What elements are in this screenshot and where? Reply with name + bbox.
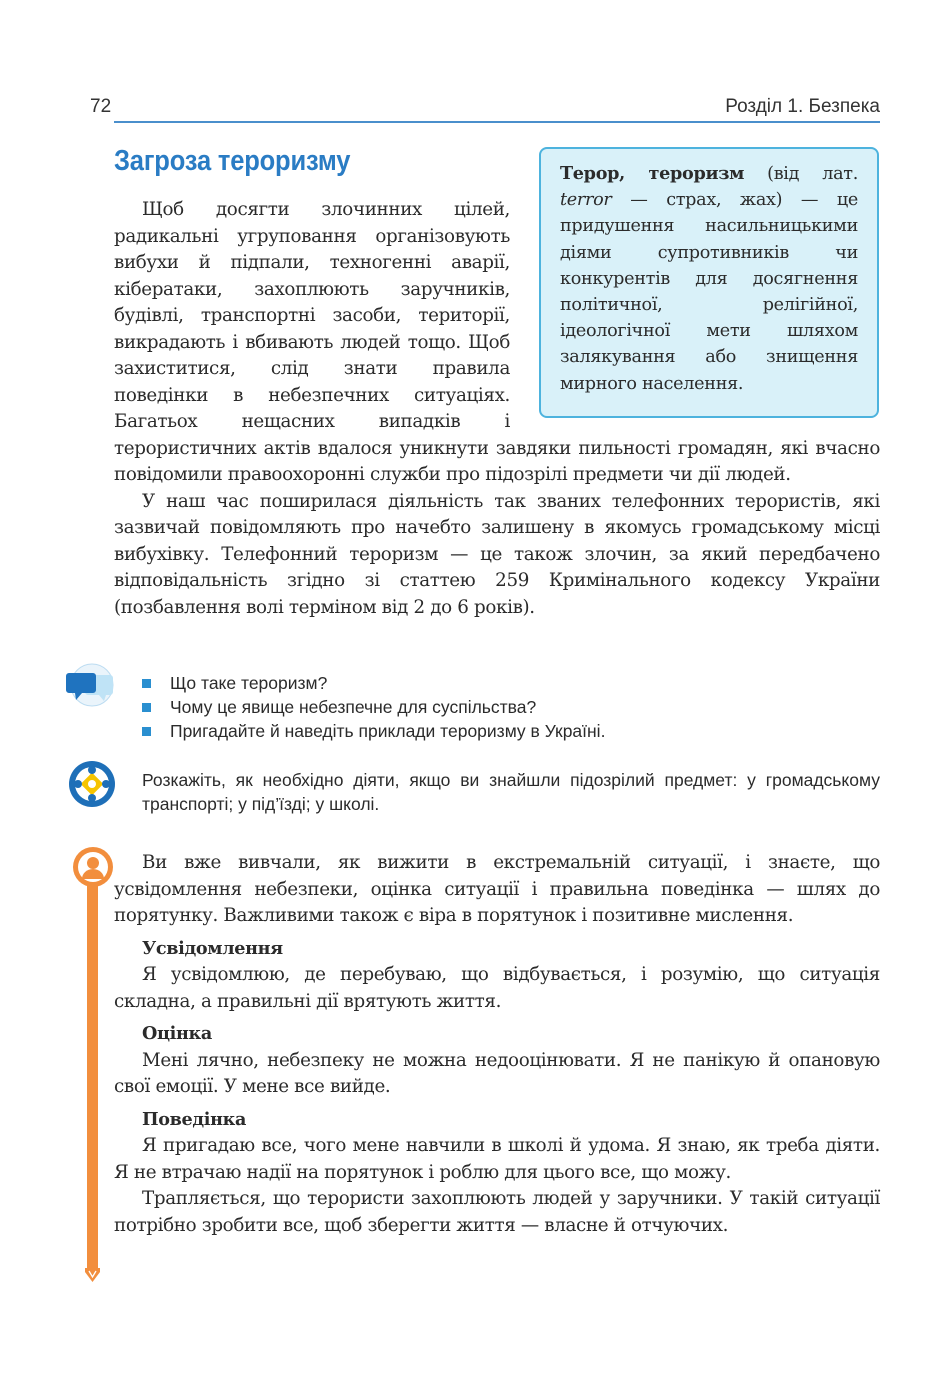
assessment-text: Мені лячно, небезпеку не можна недооцінювати. Я не панікую й опановую свої емоції. У мене все вийде.: [114, 1049, 880, 1097]
definition-term: Терор, тероризм: [560, 163, 745, 184]
definition-latin: terror: [560, 190, 612, 211]
behavior-text: Я пригадаю все, чого мене навчили в школі й удома. Я знаю, як треба діяти. Я не втрачаю надії на порятунок і роблю для цього все, що можу.: [114, 1135, 880, 1183]
header-rule: [114, 121, 880, 123]
intro-paragraph-2: У наш час поширилася діяльність так званих телефонних терористів, які зазвичай повідомляють про начебто залишену в якомусь громадському місці вибухівку. Телефонний тероризм — це також злочин, за який передбачено відповідальність згідно зі статтею 259 Кримінального кодексу України (позбавлення волі терміном від 2 до 6 років).: [114, 490, 880, 618]
arrow-down-icon: [85, 1268, 100, 1282]
survival-outro: Трапляється, що терористи захоплюють людей у заручники. У такій ситуації потрібно зробити все, щоб зберегти життя — власне й отчуючих.: [114, 1188, 880, 1236]
page-number: 72: [90, 96, 112, 117]
question-item: Пригадайте й наведіть приклади тероризму в Україні.: [142, 719, 605, 743]
bullet-square-icon: [142, 727, 151, 736]
task-text: Розкажіть, як необхідно діяти, якщо ви знайшли підозрілий предмет: у громадському транспорті; у під’їзді; у школі.: [142, 770, 880, 814]
question-item: Що таке тероризм?: [142, 671, 605, 695]
puzzle-team-icon: [68, 760, 116, 808]
speech-bubbles-icon: [66, 663, 116, 707]
survival-intro: Ви вже вивчали, як вижити в екстремальній ситуації, і знаєте, що усвідомлення небезпеки, оцінка ситуації і правильна поведінка — шлях до порятунку. Важливими також є віра в порятунок і позитивне мислення.: [114, 852, 880, 926]
subheading-assessment: Оцінка: [142, 1023, 212, 1044]
question-item: Чому це явище небезпечне для суспільства?: [142, 695, 605, 719]
side-bar: [87, 880, 98, 1272]
bullet-square-icon: [142, 703, 151, 712]
definition-origin: (від лат.: [744, 164, 858, 184]
bullet-square-icon: [142, 679, 151, 688]
intro-text: [114, 197, 880, 621]
definition-text: — страх, жах) — це придушення насильницькими діями супротивників чи конкурентів для досягнення політичної, релігійної, ідеологічної мети шляхом залякування або знищення мирного населення.: [560, 190, 858, 394]
section-header: Розділ 1. Безпека: [725, 96, 880, 117]
intro-paragraph-1: Щоб досягти злочинних цілей, радикальні угруповання організовують вибухи й підпали, техногенні аварії, кібератаки, захоплюють заручників, будівлі, транспортні засоби, території, викрадають і вбивають людей тощо. Щоб захиститися, слід знати правила поведінки в небезпечних ситуаціях. Багатьох нещасних випадків і терористичних актів вдалося уникнути завдяки пильності громадян, які вчасно повідомили правоохоронні служби про підозрілі предмети чи дії людей.: [114, 199, 880, 485]
person-icon: [72, 846, 114, 888]
question-list: [142, 671, 605, 743]
page-title: Загроза тероризму: [114, 145, 351, 177]
awareness-text: Я усвідомлюю, де перебуваю, що відбувається, і розумію, що ситуація складна, а правильні дії врятують життя.: [114, 964, 880, 1012]
survival-section: [114, 850, 880, 1239]
subheading-behavior: Поведінка: [142, 1108, 247, 1130]
subheading-awareness: Усвідомлення: [142, 937, 283, 959]
